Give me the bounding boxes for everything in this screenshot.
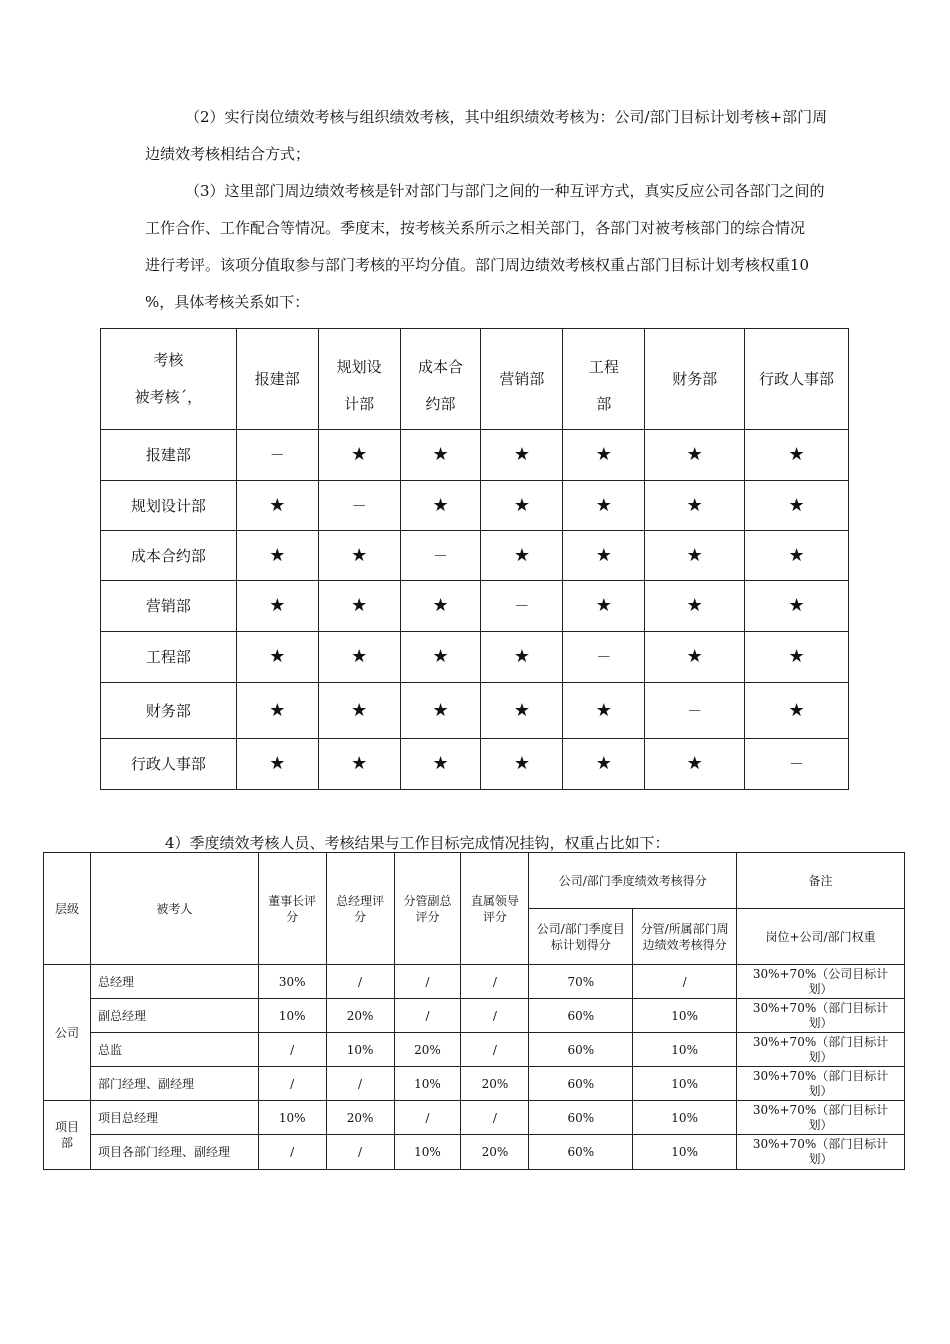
para-3-line-1: （3）这里部门周边绩效考核是针对部门与部门之间的一种互评方式，真实反应公司各部门之间的: [185, 182, 825, 200]
chairman-cell: 30%: [258, 965, 326, 999]
target-cell: 60%: [529, 1101, 633, 1135]
peripheral-cell: /: [633, 965, 737, 999]
remark-cell: 30%+70%（公司目标计划）: [737, 965, 905, 999]
target-cell: 60%: [529, 1135, 633, 1170]
weights-row: [44, 1033, 905, 1067]
star-mark: ★: [400, 430, 481, 481]
matrix-row: [101, 632, 849, 683]
dash-mark: －: [318, 481, 400, 531]
star-mark: ★: [318, 683, 400, 739]
gm-cell: 10%: [326, 1033, 394, 1067]
para-3-line-4: %，具体考核关系如下：: [145, 293, 310, 311]
department-evaluation-matrix: [100, 328, 849, 790]
header-remark: 备注: [737, 853, 905, 909]
row-header: 成本合约部: [101, 531, 237, 581]
header-level: 层级: [44, 853, 91, 965]
star-mark: ★: [481, 481, 563, 531]
dash-mark: －: [481, 581, 563, 632]
star-mark: ★: [745, 531, 849, 581]
para-3-line-3: 进行考评。该项分值取参与部门考核的平均分值。部门周边绩效考核权重占部门目标计划考核权重10: [145, 256, 810, 274]
person-cell: 总监: [90, 1033, 258, 1067]
gm-cell: 20%: [326, 1101, 394, 1135]
header-person: 被考人: [90, 853, 258, 965]
peripheral-cell: 10%: [633, 1135, 737, 1170]
vp-cell: /: [394, 1101, 461, 1135]
star-mark: ★: [745, 683, 849, 739]
dash-mark: －: [563, 632, 645, 683]
star-mark: ★: [400, 683, 481, 739]
remark-cell: 30%+70%（部门目标计划）: [737, 999, 905, 1033]
weights-row: [44, 1067, 905, 1101]
peripheral-cell: 10%: [633, 1067, 737, 1101]
weights-row: [44, 965, 905, 999]
matrix-header-row: [101, 329, 849, 430]
row-header: 规划设计部: [101, 481, 237, 531]
star-mark: ★: [645, 739, 745, 790]
header-gm: 总经理评分: [326, 853, 394, 965]
weights-row: [44, 1135, 905, 1170]
star-mark: ★: [481, 632, 563, 683]
star-mark: ★: [745, 632, 849, 683]
star-mark: ★: [400, 632, 481, 683]
dash-mark: －: [645, 683, 745, 739]
chairman-cell: /: [258, 1067, 326, 1101]
target-cell: 60%: [529, 999, 633, 1033]
direct-cell: 20%: [461, 1067, 529, 1101]
star-mark: ★: [645, 632, 745, 683]
gm-cell: /: [326, 1135, 394, 1170]
group-label: 公司: [44, 965, 91, 1101]
star-mark: ★: [481, 683, 563, 739]
para-2-line-1: （2）实行岗位绩效考核与组织绩效考核，其中组织绩效考核为：公司/部门目标计划考核+部门周: [185, 108, 828, 126]
dash-mark: －: [400, 531, 481, 581]
star-mark: ★: [745, 481, 849, 531]
vp-cell: 10%: [394, 1135, 461, 1170]
direct-cell: /: [461, 1033, 529, 1067]
dash-mark: －: [236, 430, 318, 481]
gm-cell: /: [326, 965, 394, 999]
chairman-cell: /: [258, 1033, 326, 1067]
para-4: 4）季度绩效考核人员、考核结果与工作目标完成情况挂钩，权重占比如下：: [165, 834, 670, 852]
remark-cell: 30%+70%（部门目标计划）: [737, 1033, 905, 1067]
header-dept-score: 公司/部门季度绩效考核得分: [529, 853, 737, 909]
matrix-row: [101, 481, 849, 531]
person-cell: 项目各部门经理、副经理: [90, 1135, 258, 1170]
row-header: 报建部: [101, 430, 237, 481]
direct-cell: /: [461, 965, 529, 999]
person-cell: 部门经理、副经理: [90, 1067, 258, 1101]
gm-cell: 20%: [326, 999, 394, 1033]
chairman-cell: /: [258, 1135, 326, 1170]
vp-cell: /: [394, 999, 461, 1033]
star-mark: ★: [236, 739, 318, 790]
star-mark: ★: [236, 481, 318, 531]
remark-cell: 30%+70%（部门目标计划）: [737, 1135, 905, 1170]
target-cell: 70%: [529, 965, 633, 999]
star-mark: ★: [645, 581, 745, 632]
row-header: 财务部: [101, 683, 237, 739]
col-header: 营销部: [481, 329, 563, 430]
col-header: 规划设 计部: [318, 329, 400, 430]
header-vp: 分管副总评分: [394, 853, 461, 965]
header-peripheral: 分管/所属部门周边绩效考核得分: [633, 909, 737, 965]
chairman-cell: 10%: [258, 1101, 326, 1135]
col-header: 财务部: [645, 329, 745, 430]
star-mark: ★: [563, 739, 645, 790]
para-2-line-2: 边绩效考核相结合方式；: [145, 145, 311, 163]
star-mark: ★: [645, 531, 745, 581]
group-label: 项目部: [44, 1101, 91, 1170]
person-cell: 总经理: [90, 965, 258, 999]
direct-cell: 20%: [461, 1135, 529, 1170]
matrix-row: [101, 683, 849, 739]
star-mark: ★: [318, 581, 400, 632]
header-chairman: 董事长评分: [258, 853, 326, 965]
row-header: 工程部: [101, 632, 237, 683]
remark-cell: 30%+70%（部门目标计划）: [737, 1101, 905, 1135]
star-mark: ★: [563, 683, 645, 739]
chairman-cell: 10%: [258, 999, 326, 1033]
vp-cell: 10%: [394, 1067, 461, 1101]
star-mark: ★: [563, 481, 645, 531]
row-header: 营销部: [101, 581, 237, 632]
matrix-row: [101, 581, 849, 632]
direct-cell: /: [461, 999, 529, 1033]
star-mark: ★: [481, 531, 563, 581]
star-mark: ★: [400, 581, 481, 632]
star-mark: ★: [481, 739, 563, 790]
matrix-row: [101, 739, 849, 790]
matrix-row: [101, 531, 849, 581]
remark-cell: 30%+70%（部门目标计划）: [737, 1067, 905, 1101]
weights-row: [44, 1101, 905, 1135]
row-header: 行政人事部: [101, 739, 237, 790]
peripheral-cell: 10%: [633, 1033, 737, 1067]
star-mark: ★: [236, 531, 318, 581]
col-header: 工程 部: [563, 329, 645, 430]
dash-mark: －: [745, 739, 849, 790]
star-mark: ★: [563, 581, 645, 632]
para-3-line-2: 工作合作、工作配合等情况。季度末，按考核关系所示之相关部门，各部门对被考核部门的综合情况: [145, 219, 806, 237]
matrix-row: [101, 430, 849, 481]
star-mark: ★: [318, 739, 400, 790]
star-mark: ★: [318, 430, 400, 481]
star-mark: ★: [645, 430, 745, 481]
star-mark: ★: [236, 632, 318, 683]
star-mark: ★: [318, 531, 400, 581]
star-mark: ★: [563, 531, 645, 581]
target-cell: 60%: [529, 1067, 633, 1101]
star-mark: ★: [400, 739, 481, 790]
matrix-corner-cell: [101, 329, 237, 430]
col-header: 报建部: [236, 329, 318, 430]
vp-cell: /: [394, 965, 461, 999]
star-mark: ★: [645, 481, 745, 531]
star-mark: ★: [745, 430, 849, 481]
peripheral-cell: 10%: [633, 999, 737, 1033]
star-mark: ★: [563, 430, 645, 481]
header-target: 公司/部门季度目标计划得分: [529, 909, 633, 965]
col-header: 行政人事部: [745, 329, 849, 430]
peripheral-cell: 10%: [633, 1101, 737, 1135]
corner-evaluator-label: 考核: [153, 351, 184, 369]
target-cell: 60%: [529, 1033, 633, 1067]
corner-evaluatee-label: 被考核´，: [134, 388, 203, 406]
star-mark: ★: [481, 430, 563, 481]
header-weight: 岗位+公司/部门权重: [737, 909, 905, 965]
direct-cell: /: [461, 1101, 529, 1135]
weights-row: [44, 999, 905, 1033]
star-mark: ★: [236, 683, 318, 739]
person-cell: 副总经理: [90, 999, 258, 1033]
star-mark: ★: [236, 581, 318, 632]
weight-ratio-table: [43, 852, 905, 1170]
star-mark: ★: [745, 581, 849, 632]
gm-cell: /: [326, 1067, 394, 1101]
header-direct: 直属领导评分: [461, 853, 529, 965]
vp-cell: 20%: [394, 1033, 461, 1067]
col-header: 成本合 约部: [400, 329, 481, 430]
star-mark: ★: [318, 632, 400, 683]
star-mark: ★: [400, 481, 481, 531]
person-cell: 项目总经理: [90, 1101, 258, 1135]
